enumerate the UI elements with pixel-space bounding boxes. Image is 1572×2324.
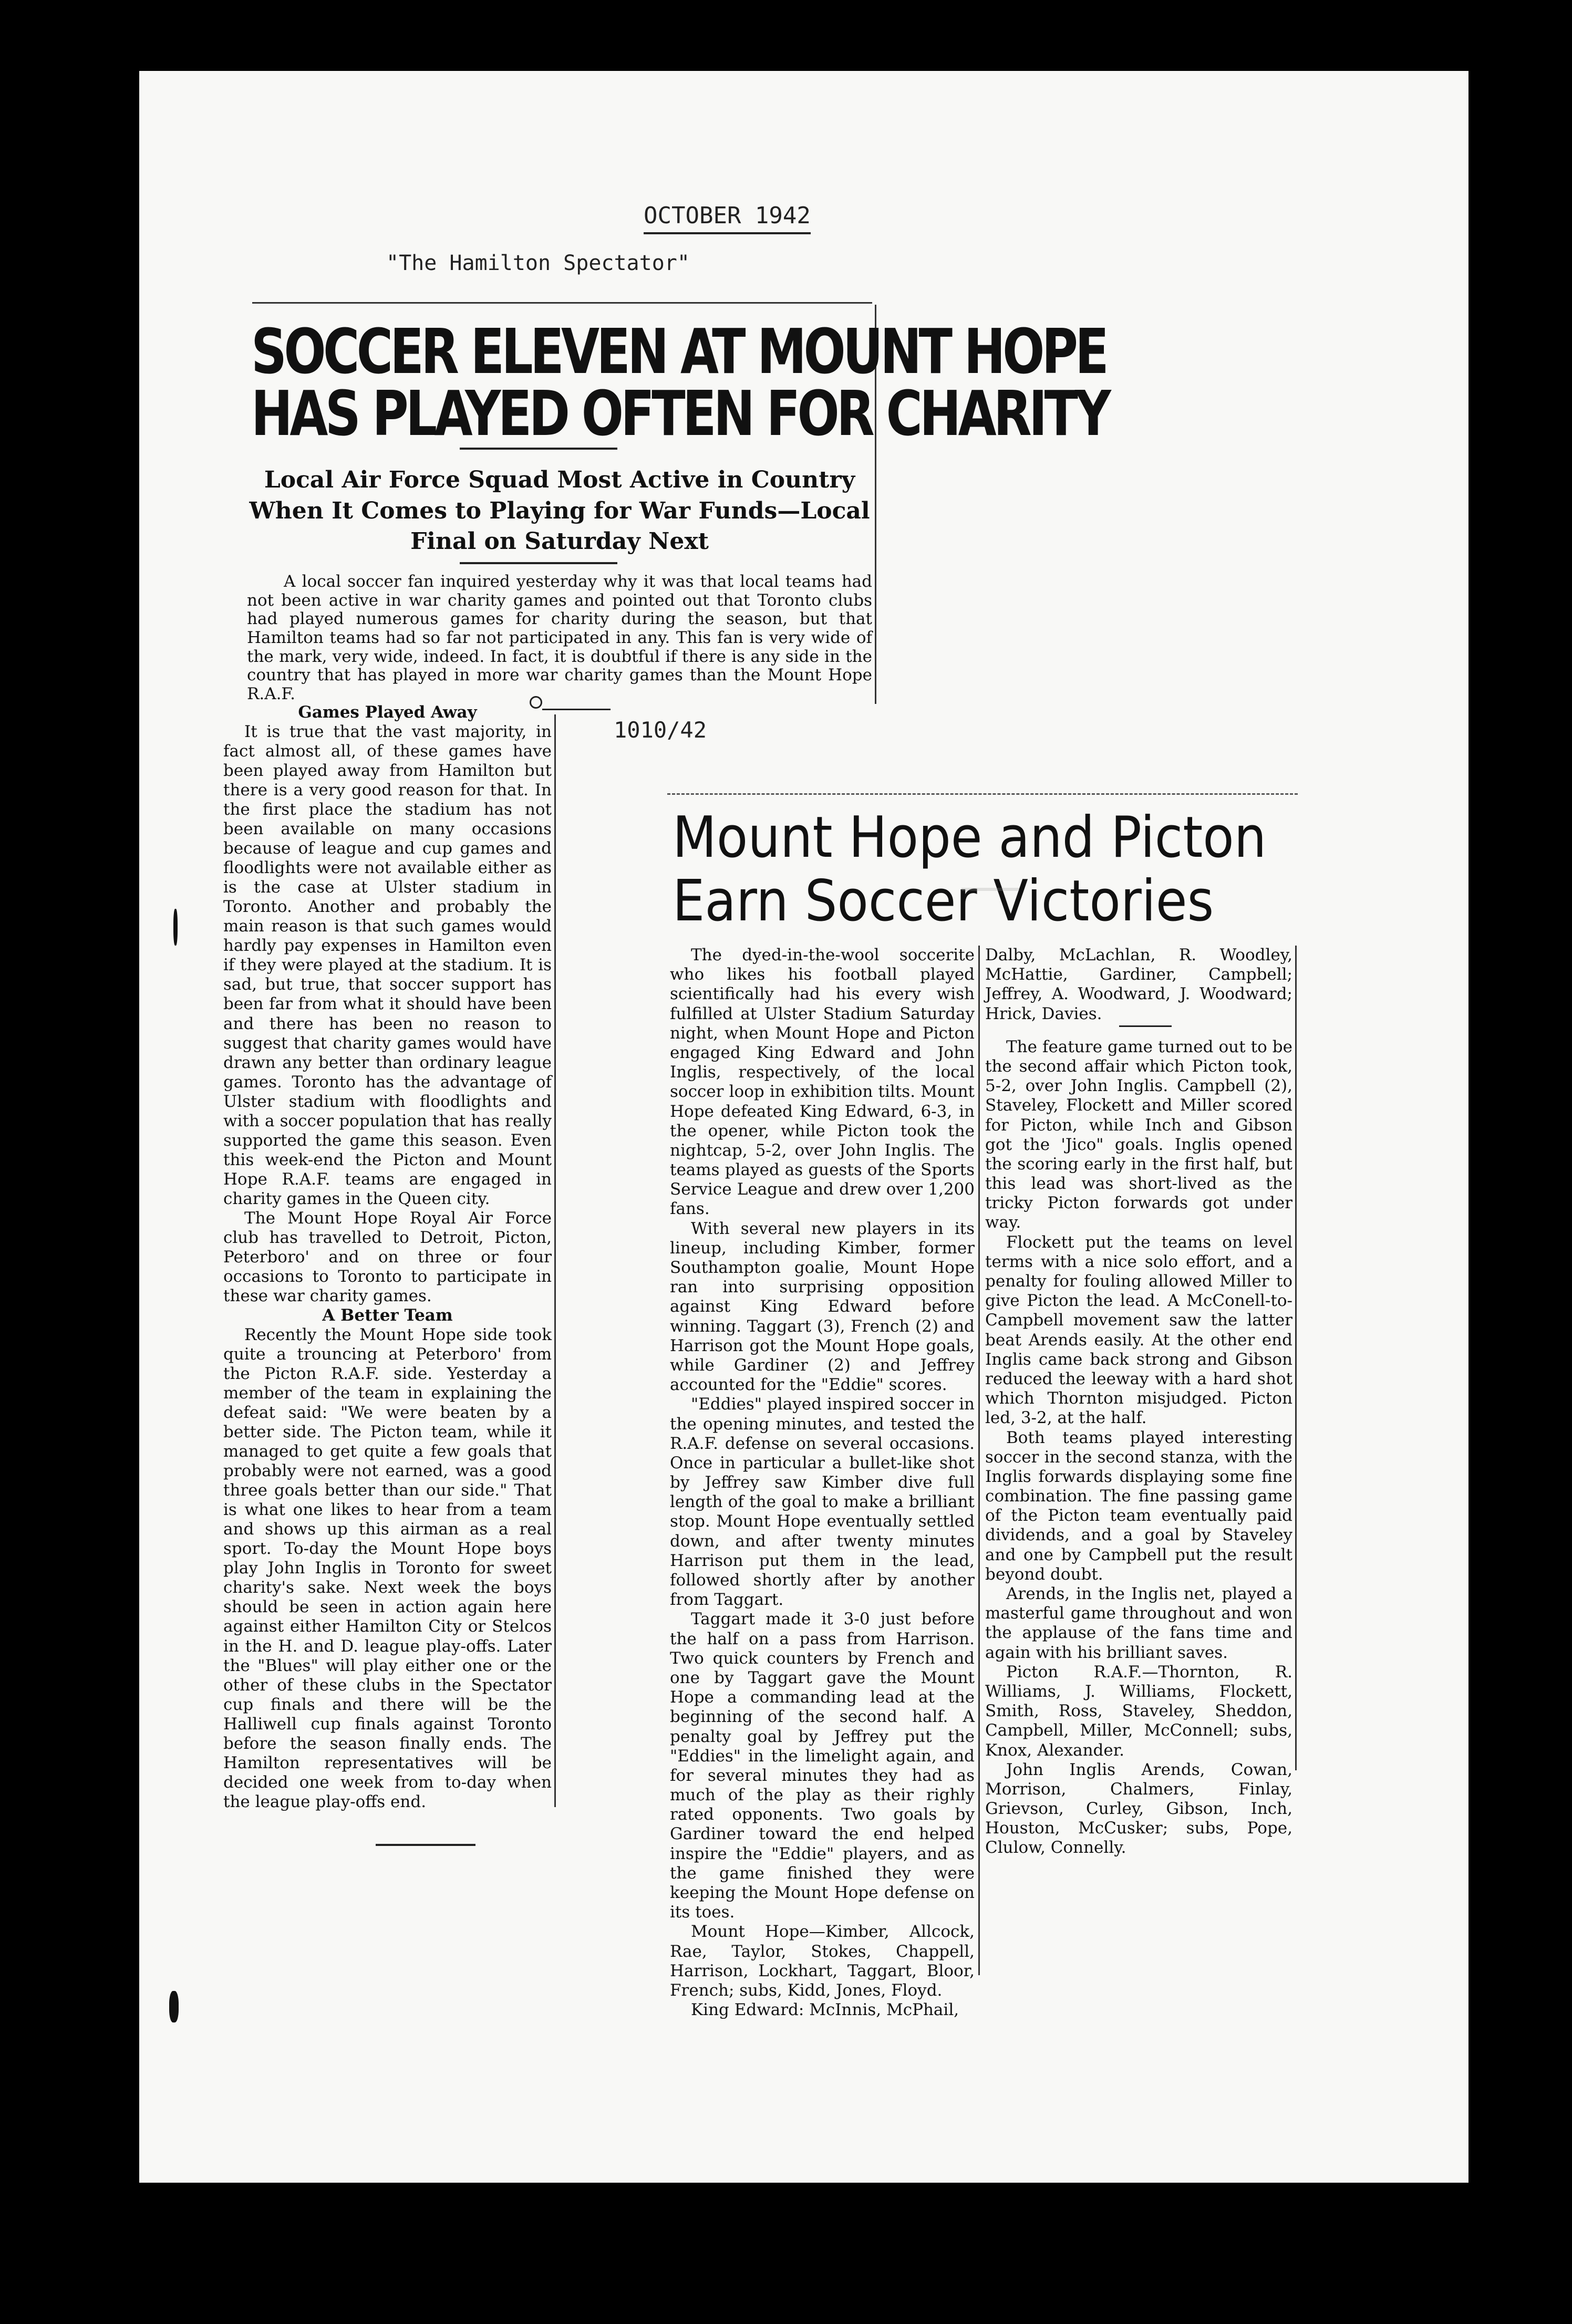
article1-end-rule bbox=[376, 1844, 475, 1846]
article2-column-1 bbox=[670, 946, 975, 2020]
article2-lineup: Picton R.A.F.—Thornton, R. Williams, J. Williams, Flockett, Smith, Ross, Staveley, Sheddon, Campbell, Miller, McConnell; subs, Knox, Alexander. bbox=[985, 1662, 1292, 1760]
article1-subhead: Games Played Away bbox=[298, 703, 477, 722]
source-label: "The Hamilton Spectator" bbox=[386, 251, 690, 275]
article2-headline bbox=[673, 805, 1267, 934]
article2-column-rule bbox=[978, 946, 980, 1975]
scan-blot bbox=[173, 909, 178, 946]
record-id: 1010/42 bbox=[614, 717, 707, 743]
article1-paragraph: It is true that the vast majority, in fact almost all, of these games have been played away from Hamilton but there is a very good reason for that. In the first place the stadium has not been available on many occasions because of league and cup games and floodlights were not available either as is the case at Ulster stadium in Toronto. Another and probably the main reason is that such games would hardly pay expenses in Hamilton even if they were played at the stadium. It is sad, but true, that soccer support has been far from what it should have been and there has been no reason to suggest that charity games would have drawn any better than ordinary league games. Toronto has the advantage of Ulster stadium with floodlights and with a soccer population that has really supported the game this season. Even this week-end the Picton and Mount Hope R.A.F. teams are engaged in charity games in the Queen city. bbox=[223, 722, 552, 1208]
article2-lineup: Dalby, McLachlan, R. Woodley, McHattie, Gardiner, Campbell; Jeffrey, A. Woodward, J. Woodward; Hrick, Davies. bbox=[985, 946, 1292, 1023]
article1-rule bbox=[460, 448, 617, 450]
article1-lede: A local soccer fan inquired yesterday why it was that local teams had not been active in war charity games and pointed out that Toronto clubs had played numerous games for charity during the season, but that Hamilton teams had so far not participated in any. This fan is very wide of the mark, very wide, indeed. In fact, it is doubtful if there is any side in the country that has played in more war charity games than the Mount Hope R.A.F. bbox=[247, 572, 872, 703]
article2-short-rule bbox=[1119, 1025, 1172, 1027]
article1-headline-line2: HAS PLAYED OFTEN FOR CHARITY bbox=[251, 377, 1109, 450]
article2-right-rule bbox=[1295, 946, 1297, 1770]
article2-lineup: John Inglis Arends, Cowan, Morrison, Chalmers, Finlay, Grievson, Curley, Gibson, Inch, Houston, McCusker; subs, Pope, Clulow, Connelly. bbox=[985, 1760, 1292, 1858]
article2-paragraph: Flockett put the teams on level terms with a nice solo effort, and a penalty for fouling allowed Miller to give Picton the lead. A McConell-to-Campbell movement saw the latter beat Arends easily. At the other end Inglis came back strong and Gibson reduced the leeway with a hard shot which Thornton misjudged. Picton led, 3-2, at the half. bbox=[985, 1232, 1292, 1428]
article1-column bbox=[223, 703, 552, 1812]
scan-smudge bbox=[961, 888, 1019, 891]
article1-headline-line1: SOCCER ELEVEN AT MOUNT HOPE bbox=[251, 315, 1106, 388]
article1-headline bbox=[251, 315, 1109, 450]
article2-lineup: Mount Hope—Kimber, Allcock, Rae, Taylor, Stokes, Chappell, Harrison, Lockhart, Taggart, Bloor, French; subs, Kidd, Jones, Floyd. bbox=[670, 1922, 975, 2000]
article1-rule bbox=[460, 562, 617, 564]
article1-top-rule bbox=[252, 302, 872, 304]
article2-paragraph: Both teams played interesting soccer in the second stanza, with the Inglis forwards displaying some fine combination. The fine passing game of the Picton team eventually paid dividends, and a goal by Staveley and one by Campbell put the result beyond doubt. bbox=[985, 1428, 1292, 1584]
article1-column-rule bbox=[554, 714, 556, 1807]
article2-column-2 bbox=[985, 946, 1292, 1858]
article2-lineup: King Edward: McInnis, McPhail, bbox=[691, 2000, 959, 2020]
article2-top-rule bbox=[667, 793, 1298, 795]
article1-paragraph: Recently the Mount Hope side took quite a trouncing at Peterboro' from the Picton R.A.F. side. Yesterday a member of the team in explaining the defeat said: "We were beaten by a better side. The Picton team, while it managed to get quite a few goals that probably were not earned, was a good three goals better than our side." That is what one likes to hear from a team and shows up this airman as a real sport. To-day the Mount Hope boys play John Inglis in Toronto for sweet charity's sake. Next week the boys should be seen in action again here against either Hamilton City or Stelcos in the H. and D. league play-offs. Later the "Blues" will play either one or the other of these clubs in the Spectator cup finals and there will be the Halliwell cup finals against Toronto before the season finally ends. The Hamilton representatives will be decided one week from to-day when the league play-offs end. bbox=[223, 1325, 552, 1811]
article2-paragraph: The dyed-in-the-wool soccerite who likes his football played scientifically had his every wish fulfilled at Ulster Stadium Saturday night, when Mount Hope and Picton engaged King Edward and John Inglis, respectively, of the local soccer loop in exhibition tilts. Mount Hope defeated King Edward, 6-3, in the opener, while Picton took the nightcap, 5-2, over John Inglis. The teams played as guests of the Sports Service League and drew over 1,200 fans. bbox=[670, 946, 975, 1219]
scan-blot bbox=[169, 1991, 179, 2022]
article2-headline-line2: Earn Soccer Victories bbox=[673, 868, 1214, 934]
article1-deck: Local Air Force Squad Most Active in Country When It Comes to Playing for War Funds—Local Final on Saturday Next bbox=[249, 466, 870, 555]
circle-mark-line bbox=[542, 709, 611, 710]
article1-subhead: A Better Team bbox=[322, 1305, 453, 1325]
article2-paragraph: Arends, in the Inglis net, played a masterful game throughout and won the applause of the fans time and again with his brilliant saves. bbox=[985, 1584, 1292, 1662]
article2-headline-line1: Mount Hope and Picton bbox=[673, 805, 1267, 870]
article1-paragraph: The Mount Hope Royal Air Force club has travelled to Detroit, Picton, Peterboro' and on three or four occasions to Toronto to participate in these war charity games. bbox=[223, 1208, 552, 1305]
article2-paragraph: With several new players in its lineup, including Kimber, former Southampton goalie, Mount Hope ran into surprising opposition against King Edward before winning. Taggart (3), French (2) and Harrison got the Mount Hope goals, while Gardiner (2) and Jeffrey accounted for the "Eddie" scores. bbox=[670, 1219, 975, 1395]
article2-paragraph: "Eddies" played inspired soccer in the opening minutes, and tested the R.A.F. defense on several occasions. Once in particular a bullet-like shot by Jeffrey saw Kimber dive full length of the goal to make a brilliant stop. Mount Hope eventually settled down, and after twenty minutes Harrison put them in the lead, followed shortly after by another from Taggart. bbox=[670, 1395, 975, 1610]
article2-paragraph: Taggart made it 3-0 just before the half on a pass from Harrison. Two quick counters by French and one by Taggart gave the Mount Hope a commanding lead at the beginning of the second half. A penalty goal by Jeffrey put the "Eddies" in the limelight again, and for several minutes they had as much of the play as their righly rated opponents. Two goals by Gardiner toward the end helped inspire the "Eddie" players, and as the game finished they were keeping the Mount Hope defense on its toes. bbox=[670, 1610, 975, 1922]
article2-paragraph: The feature game turned out to be the second affair which Picton took, 5-2, over John Inglis. Campbell (2), Staveley, Flockett and Miller scored for Picton, while Inch and Gibson got the 'Jico" goals. Inglis opened the scoring early in the first half, but this lead was short-lived as the tricky Picton forwards got under way. bbox=[985, 1037, 1292, 1232]
date-stamp: OCTOBER 1942 bbox=[644, 202, 811, 234]
